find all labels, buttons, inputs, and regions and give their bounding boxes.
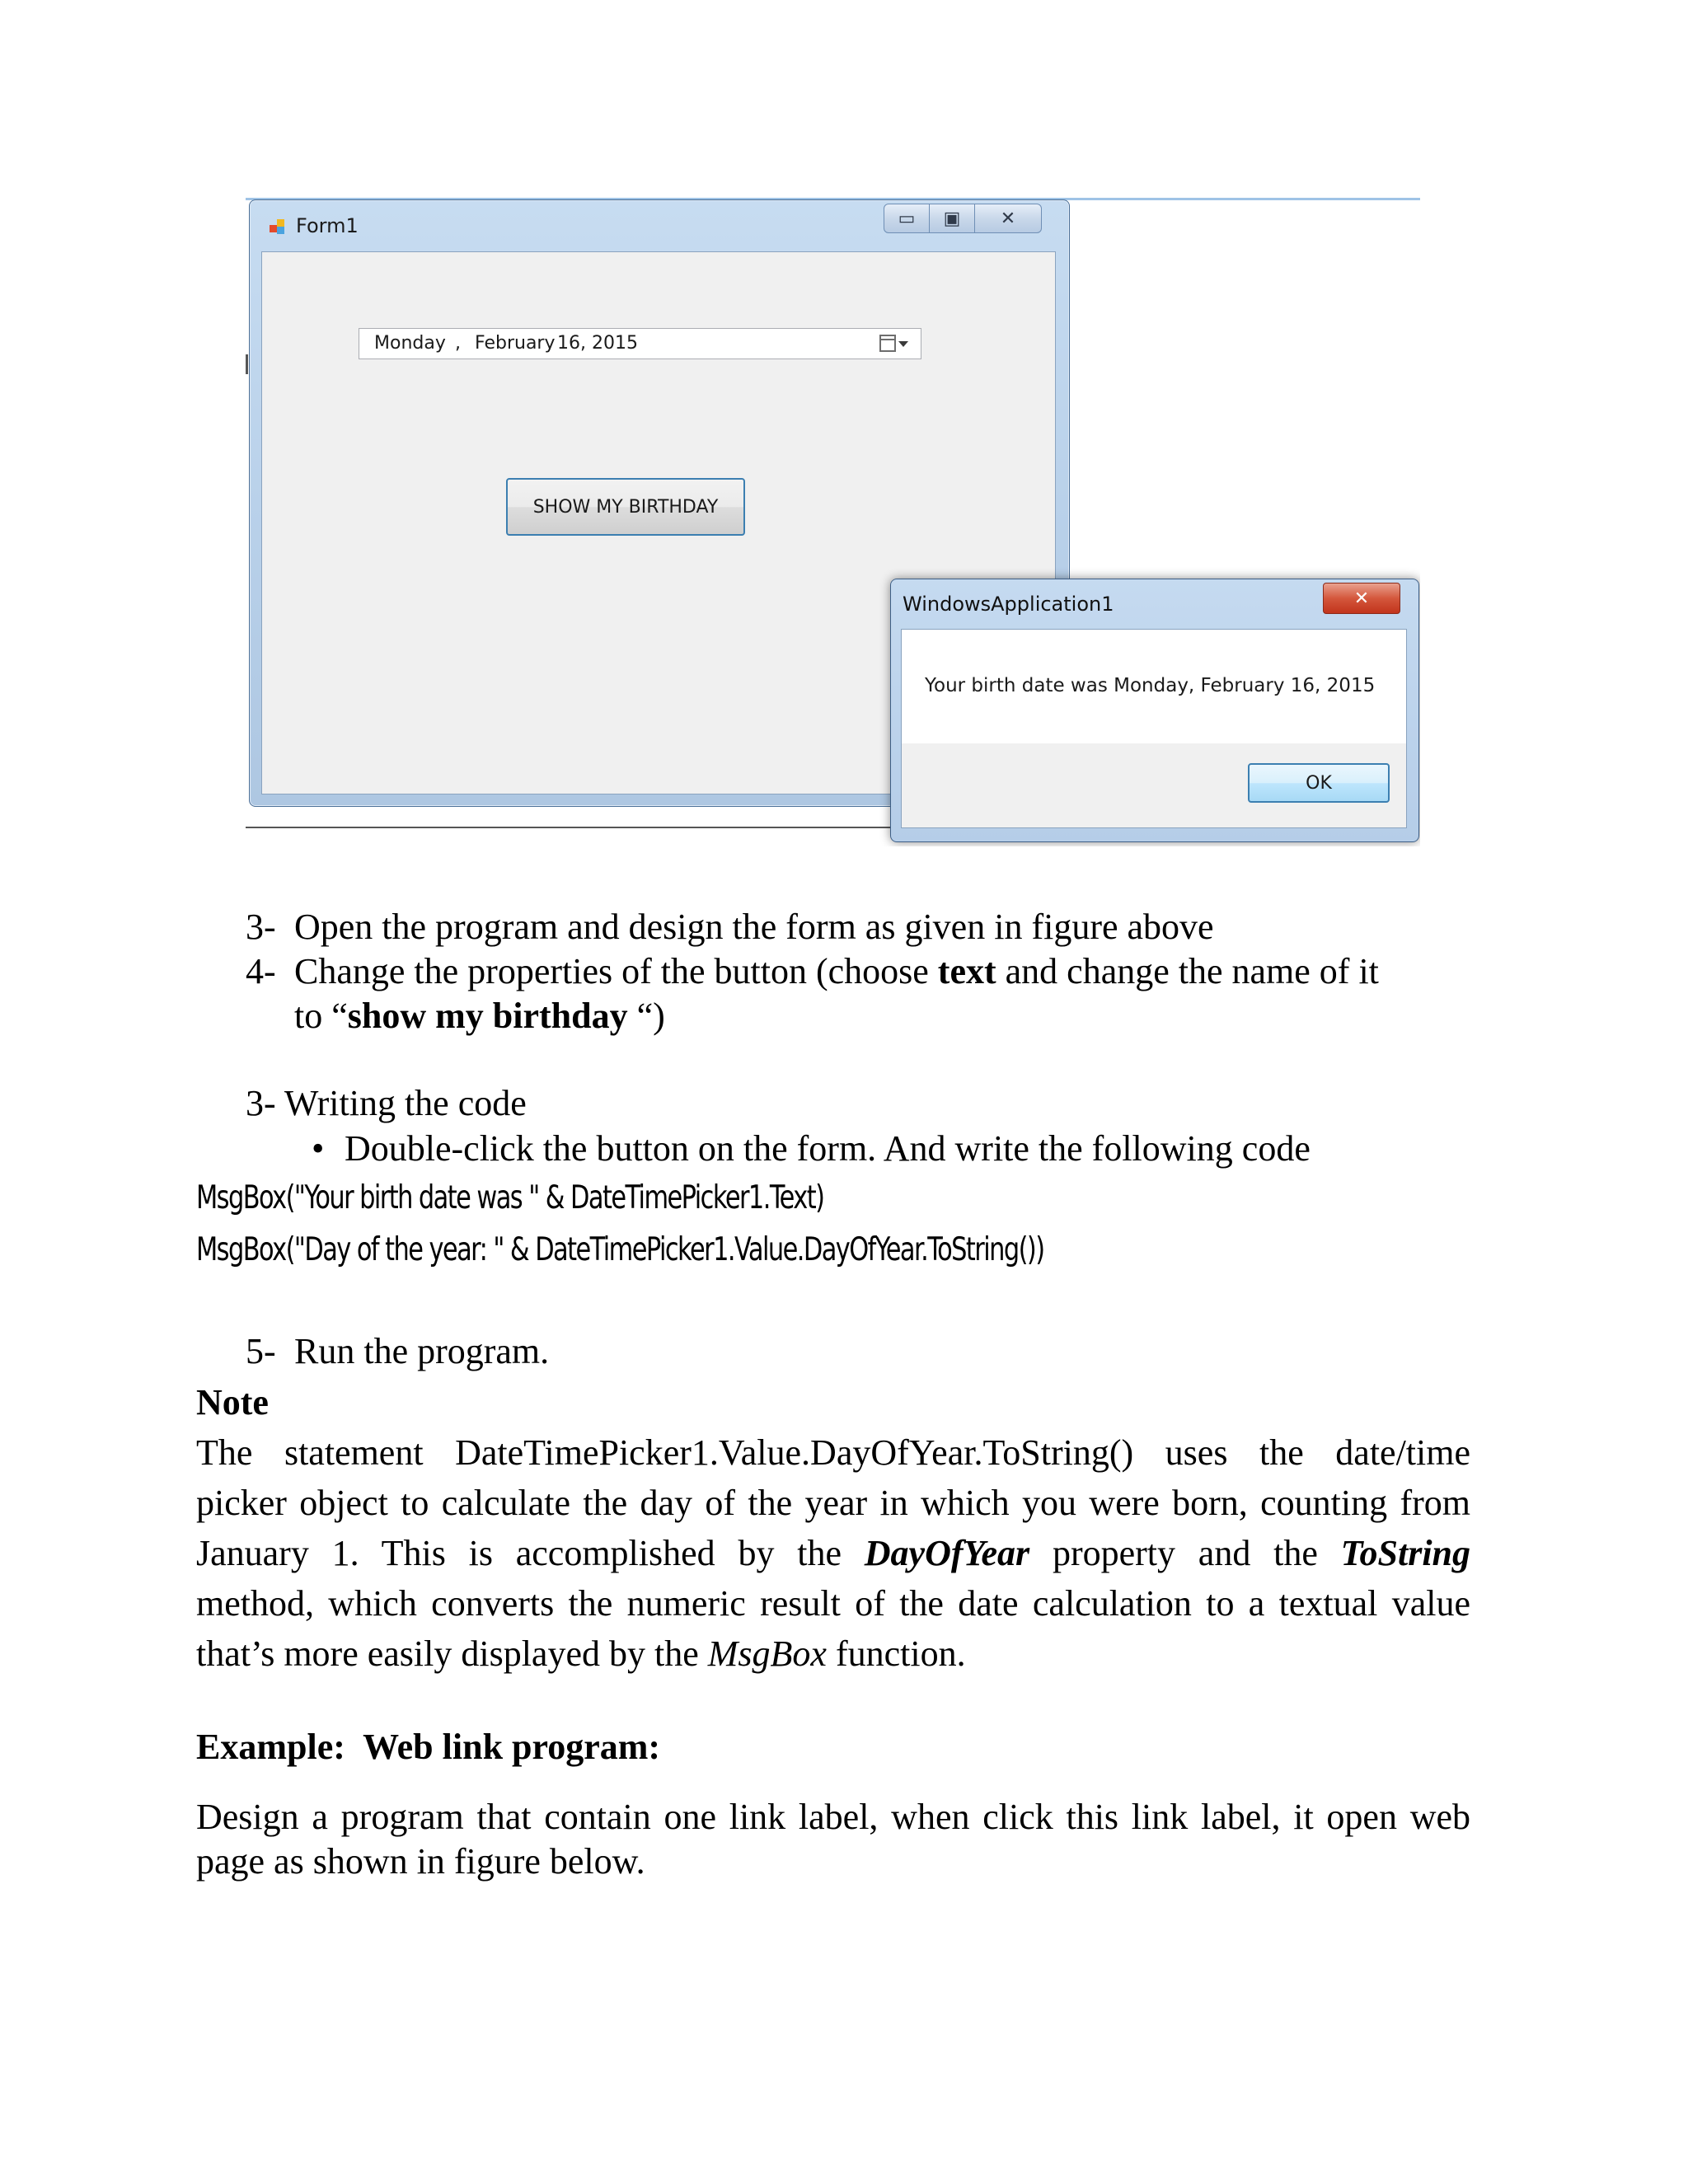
date-time-picker[interactable] [359,328,921,359]
step-5-number: 5- [246,1331,276,1371]
bullet-icon: • [312,1128,325,1169]
step-3-text: Open the program and design the form as given in figure above [294,907,1214,947]
note-line-3 [196,1528,1470,1578]
note-line-3-part: January 1. This is accomplished by the [196,1533,865,1573]
calendar-dropdown-icon[interactable] [879,334,912,354]
dtp-day: Monday [374,333,446,354]
example-paragraph [196,1795,1470,1884]
close-button[interactable]: ✕ [974,204,1042,233]
code-line-2: MsgBox("Day of the year: " & DateTimePicker1.Value.DayOfYear.ToString()) [196,1231,1044,1268]
note-line-2: picker object to calculate the day of the year in which you were born, counting from [196,1483,1470,1523]
step-4-bold-text: text [937,951,996,991]
dtp-month: February [475,333,556,354]
step-4-text [294,951,1379,991]
example-line-2: page as shown in figure below. [196,1841,645,1882]
example-heading: Example: Web link program: [196,1727,661,1767]
msgbox-message: Your birth date was Monday, February 16, 2015 [925,675,1376,696]
msgbox-title: WindowsApplication1 [903,593,1114,616]
screenshot-figure [246,198,1420,846]
ok-button[interactable]: OK [1248,763,1390,803]
minimize-button[interactable]: ▭ [884,204,930,233]
bullet-text: Double-click the button on the form. And write the following code [345,1128,1311,1169]
note-paragraph [196,1427,1470,1679]
example-line-1: Design a program that contain one link label, when click this link label, it open web [196,1797,1470,1837]
step-4-part: and change the name of it [996,951,1379,991]
step-4-part: Change the properties of the button (choose [294,951,938,991]
step-4-part: “) [627,996,665,1036]
form-app-icon [268,217,288,237]
step-3-number: 3- [246,907,276,947]
msgbox-window [890,579,1419,842]
writing-code-heading: 3- Writing the code [246,1083,527,1123]
note-line-4: method, which converts the numeric result of the date calculation to a textual value [196,1583,1470,1624]
step-5-text: Run the program. [294,1331,550,1371]
msgbox-term: MsgBox [707,1633,827,1674]
step-4-continuation [294,998,665,1034]
msgbox-close-button[interactable]: ✕ [1323,583,1400,614]
show-my-birthday-button[interactable]: SHOW MY BIRTHDAY [506,478,745,536]
dtp-date: 16, 2015 [557,333,638,354]
form-title: Form1 [296,214,359,237]
figure-bottom-border [246,827,905,828]
tostring-term: ToString [1340,1533,1471,1573]
window-controls [884,204,1042,233]
figure-edge-mark [246,354,248,374]
note-line-5-part: function. [826,1633,966,1674]
step-4-bold-name: show my birthday [347,996,628,1036]
msgbox-client-area [901,629,1407,828]
note-line-3-part: property and the [1029,1533,1341,1573]
dayofyear-term: DayOfYear [864,1533,1030,1573]
code-line-1: MsgBox("Your birth date was " & DateTimePicker1.Text) [196,1179,824,1216]
note-heading: Note [196,1382,269,1422]
dtp-separator: , [455,333,461,354]
step-4-part: to “ [294,996,348,1036]
note-line-5 [196,1629,1470,1679]
step-4-number: 4- [246,951,276,991]
maximize-button[interactable]: ▣ [929,204,975,233]
note-line-5-part: that’s more easily displayed by the [196,1633,708,1674]
note-line-1: The statement DateTimePicker1.Value.DayOfYear.ToString() uses the date/time [196,1432,1470,1473]
